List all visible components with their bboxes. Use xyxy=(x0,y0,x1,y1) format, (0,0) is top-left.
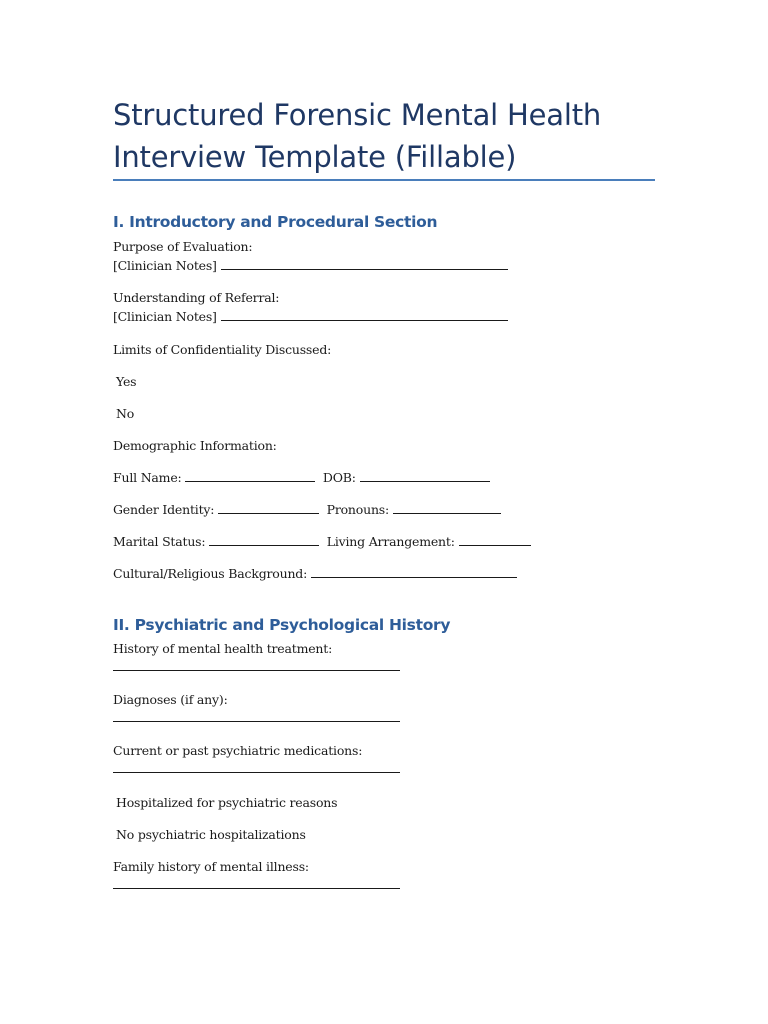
medications-row xyxy=(113,761,400,777)
purpose-notes-field[interactable] xyxy=(221,258,508,270)
marital-living-row xyxy=(113,534,531,550)
pronouns-field[interactable] xyxy=(393,502,501,514)
purpose-of-evaluation-label: Purpose of Evaluation: xyxy=(113,239,253,254)
living-arrangement-field[interactable] xyxy=(459,534,531,546)
treatment-history-row xyxy=(113,659,400,675)
demographic-information-label: Demographic Information: xyxy=(113,438,277,453)
section-heading-psychiatric-history: II. Psychiatric and Psychological History xyxy=(113,616,451,634)
living-arrangement-label: Living Arrangement: xyxy=(326,534,459,549)
treatment-history-label: History of mental health treatment: xyxy=(113,641,333,656)
medications-label: Current or past psychiatric medications: xyxy=(113,743,363,758)
dob-label: DOB: xyxy=(322,470,360,485)
option-no-hospitalization[interactable]: No psychiatric hospitalizations xyxy=(116,827,306,842)
cultural-background-field[interactable] xyxy=(311,566,517,578)
diagnoses-row xyxy=(113,710,400,726)
confidentiality-option-no[interactable]: No xyxy=(116,406,135,421)
marital-status-field[interactable] xyxy=(209,534,319,546)
cultural-background-label: Cultural/Religious Background: xyxy=(113,566,311,581)
understanding-of-referral-label: Understanding of Referral: xyxy=(113,290,280,305)
family-history-label: Family history of mental illness: xyxy=(113,859,309,874)
diagnoses-label: Diagnoses (if any): xyxy=(113,692,228,707)
confidentiality-option-yes[interactable]: Yes xyxy=(116,374,137,389)
gender-identity-field[interactable] xyxy=(218,502,319,514)
pronouns-label: Pronouns: xyxy=(326,502,393,517)
page-title: Structured Forensic Mental Health Interview Template (Fillable) xyxy=(113,98,602,174)
family-history-row xyxy=(113,877,400,893)
medications-field[interactable] xyxy=(113,761,400,773)
treatment-history-field[interactable] xyxy=(113,659,400,671)
option-hospitalized[interactable]: Hospitalized for psychiatric reasons xyxy=(116,795,338,810)
family-history-field[interactable] xyxy=(113,877,400,889)
clinician-notes-label: [Clinician Notes] xyxy=(113,258,221,273)
diagnoses-field[interactable] xyxy=(113,710,400,722)
referral-notes-row xyxy=(113,309,508,325)
title-divider xyxy=(113,179,655,181)
gender-identity-label: Gender Identity: xyxy=(113,502,219,517)
section-heading-introductory: I. Introductory and Procedural Section xyxy=(113,213,438,231)
clinician-notes-label: [Clinician Notes] xyxy=(113,309,221,324)
marital-status-label: Marital Status: xyxy=(113,534,210,549)
cultural-background-row xyxy=(113,566,517,582)
purpose-of-evaluation-row xyxy=(113,258,508,274)
full-name-field[interactable] xyxy=(185,470,315,482)
gender-pronouns-row xyxy=(113,502,501,518)
full-name-label: Full Name: xyxy=(113,470,186,485)
dob-field[interactable] xyxy=(360,470,490,482)
confidentiality-label: Limits of Confidentiality Discussed: xyxy=(113,342,332,357)
referral-notes-field[interactable] xyxy=(221,309,508,321)
full-name-dob-row xyxy=(113,470,490,486)
